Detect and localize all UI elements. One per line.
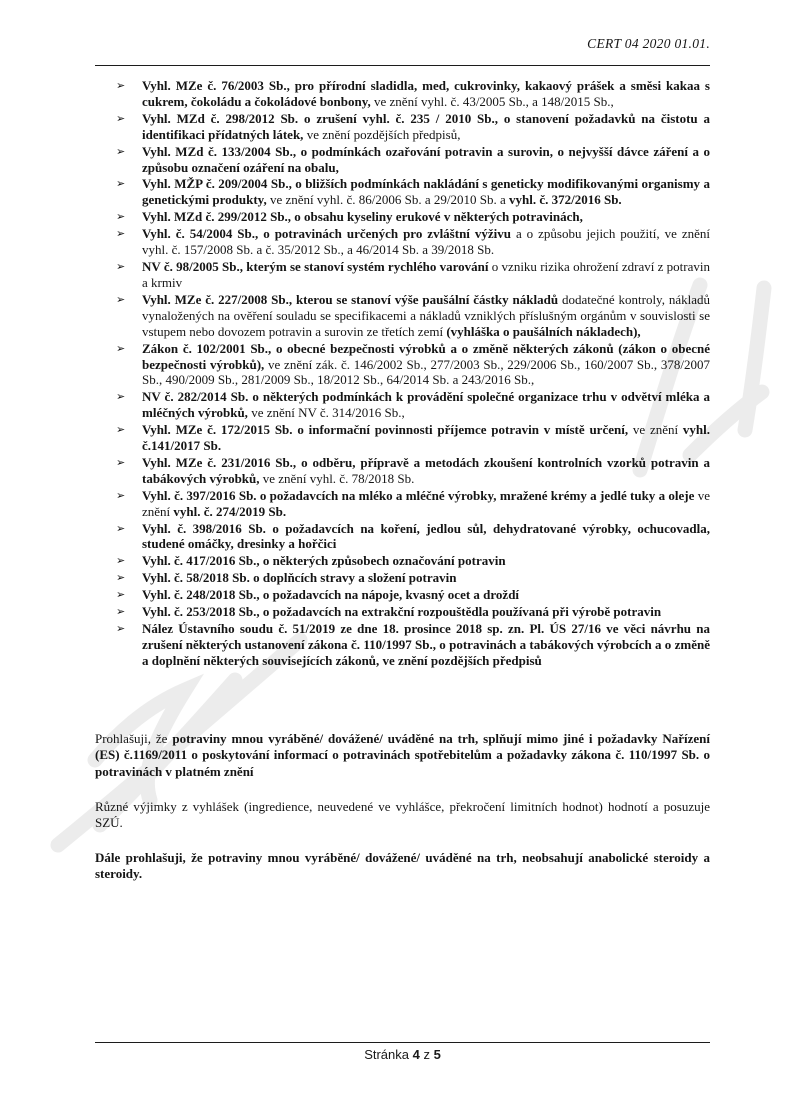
text-segment: Vyhl. MZe č. 231/2016 Sb., o odběru, přípravě a metodách zkoušení kontrolních vzorků potravin a tabákových výrobků, bbox=[142, 454, 710, 486]
page-number bbox=[95, 1047, 710, 1062]
list-item bbox=[116, 111, 710, 143]
arrow-bullet-icon: ➢ bbox=[116, 623, 126, 636]
arrow-bullet-icon: ➢ bbox=[116, 589, 126, 602]
list-item-text bbox=[142, 259, 710, 291]
text-segment: Vyhl. č. 417/2016 Sb., o některých způsobech označování potravin bbox=[142, 553, 506, 569]
declaration-section bbox=[95, 731, 710, 882]
list-item bbox=[116, 259, 710, 291]
text-segment: NV č. 98/2005 Sb., kterým se stanoví systém rychlého varování bbox=[142, 259, 492, 275]
arrow-bullet-icon: ➢ bbox=[116, 391, 126, 404]
list-item bbox=[116, 553, 710, 569]
list-item bbox=[116, 209, 710, 225]
list-item-text bbox=[142, 144, 710, 176]
text-segment: Vyhl. č. 253/2018 Sb., o požadavcích na extrakční rozpouštědla používaná při výrobě potravin bbox=[142, 604, 662, 620]
list-item bbox=[116, 521, 710, 553]
text-segment: 4 bbox=[412, 1047, 420, 1062]
declaration-paragraph bbox=[95, 731, 710, 780]
text-segment: Vyhl. č. 248/2018 Sb., o požadavcích na nápoje, kvasný ocet a droždí bbox=[142, 587, 520, 603]
text-segment: Různé výjimky z vyhlášek (ingredience, neuvedené ve vyhlášce, překročení limitních hodnot) hodnotí a posuzuje SZÚ. bbox=[95, 798, 710, 830]
text-segment: Vyhl. MZd č. 299/2012 Sb., o obsahu kyseliny erukové v některých potravinách, bbox=[142, 209, 583, 225]
footer-rule bbox=[95, 1042, 710, 1043]
list-item bbox=[116, 587, 710, 603]
text-segment: Vyhl. č. 54/2004 Sb., o potravinách určených pro zvláštní výživu bbox=[142, 226, 516, 242]
list-item-text bbox=[142, 341, 710, 389]
text-segment: ve znění vyhl. č. 86/2006 Sb. a 29/2010 Sb. a bbox=[269, 192, 509, 208]
text-segment: vyhl. č.141/2017 Sb. bbox=[142, 422, 711, 454]
text-segment: ve znění bbox=[142, 487, 710, 519]
text-segment: ve znění NV č. 314/2016 Sb., bbox=[251, 405, 405, 421]
header-doc-code: CERT 04 2020 01.01. bbox=[587, 36, 710, 51]
list-item bbox=[116, 570, 710, 586]
list-item-text bbox=[142, 209, 710, 225]
list-item-text bbox=[142, 621, 710, 669]
arrow-bullet-icon: ➢ bbox=[116, 211, 126, 224]
text-segment: potraviny mnou vyráběné/ dovážené/ uváděné na trh, splňují mimo jiné i požadavky Nařízení (ES) č.1169/2011 o poskytování informací o potravinách spotřebitelům a požadavky zákona č. 110/1997 Sb. o potravinách v platném znění bbox=[95, 731, 711, 779]
list-item bbox=[116, 621, 710, 669]
text-segment: Stránka bbox=[364, 1047, 413, 1062]
text-segment: Vyhl. MZd č. 298/2012 Sb. o zrušení vyhl. č. 235 / 2010 Sb., o stanovení požadavků na čistotu a identifikaci přídatných látek, bbox=[142, 110, 710, 142]
text-segment: Vyhl. č. 398/2016 Sb. o požadavcích na koření, jedlou sůl, dehydratované výrobky, ochucovadla, studené omáčky, dresinky a hořčici bbox=[142, 520, 710, 552]
text-segment: Vyhl. MŽP č. 209/2004 Sb., o bližších podmínkách nakládání s geneticky modifikovanými organismy a genetickými produkty, bbox=[142, 176, 710, 208]
text-segment: Vyhl. č. 58/2018 Sb. o doplňcích stravy a složení potravin bbox=[142, 570, 457, 586]
list-item-text bbox=[142, 488, 710, 520]
text-segment: ve znění zák. č. 146/2002 Sb., 277/2003 Sb., 229/2006 Sb., 160/2007 Sb., 378/2007 Sb., 490/2009 Sb., 281/2009 Sb., 18/2012 Sb., 64/2014 Sb. a 243/2016 Sb., bbox=[142, 356, 711, 388]
text-segment: dodatečné kontroly, nákladů vynaložených na ověření souladu se specifikacemi a nákladů vzniklých příslušným orgánům v souvislosti se vstupem nebo dovozem potravin a surovin ze třetích zemí bbox=[142, 291, 710, 339]
list-item-text bbox=[142, 389, 710, 421]
list-item bbox=[116, 488, 710, 520]
list-item-text bbox=[142, 78, 710, 110]
list-item bbox=[116, 176, 710, 208]
text-segment: vyhl. č. 274/2019 Sb. bbox=[173, 503, 287, 519]
text-segment: 5 bbox=[433, 1047, 441, 1062]
declaration-paragraph bbox=[95, 850, 710, 882]
list-item-text bbox=[142, 111, 710, 143]
list-item bbox=[116, 422, 710, 454]
arrow-bullet-icon: ➢ bbox=[116, 522, 126, 535]
text-segment: Dále prohlašuji, že potraviny mnou vyráběné/ dovážené/ uváděné na trh, neobsahují anabolické steroidy a steroidy. bbox=[95, 850, 710, 882]
text-segment: Vyhl. MZe č. 172/2015 Sb. o informační povinnosti příjemce potravin v místě určení, bbox=[142, 422, 633, 438]
text-segment: ve znění vyhl. č. 43/2005 Sb., a 148/2015 Sb., bbox=[374, 93, 614, 109]
text-segment: Vyhl. MZe č. 76/2003 Sb., pro přírodní sladidla, med, cukrovinky, kakaový prášek a směsi kakaa s cukrem, čokoládu a čokoládové bonbony, bbox=[142, 78, 710, 109]
top-rule bbox=[95, 65, 710, 66]
arrow-bullet-icon: ➢ bbox=[116, 424, 126, 437]
text-segment: ve znění bbox=[632, 422, 683, 438]
arrow-bullet-icon: ➢ bbox=[116, 261, 126, 274]
text-segment: Vyhl. č. 397/2016 Sb. o požadavcích na mléko a mléčné výrobky, mražené krémy a jedlé tuky a oleje bbox=[142, 487, 698, 503]
text-segment: Nález Ústavního soudu č. 51/2019 ze dne 18. prosince 2018 sp. zn. Pl. ÚS 27/16 ve věci návrhu na zrušení některých ustanovení zákona č. 110/1997 Sb., o potravinách a tabákových výrobcích a o změně a doplnění některých souvisejících zákonů, ve znění pozdějších předpisů bbox=[142, 621, 710, 669]
arrow-bullet-icon: ➢ bbox=[116, 112, 126, 125]
regulation-list bbox=[116, 78, 710, 669]
text-segment: Prohlašuji, že bbox=[95, 731, 173, 747]
arrow-bullet-icon: ➢ bbox=[116, 606, 126, 619]
arrow-bullet-icon: ➢ bbox=[116, 178, 126, 191]
list-item-text bbox=[142, 570, 710, 586]
list-item-text bbox=[142, 521, 710, 553]
list-item-text bbox=[142, 455, 710, 487]
arrow-bullet-icon: ➢ bbox=[116, 555, 126, 568]
text-segment: Zákon č. 102/2001 Sb., o obecné bezpečnosti výrobků a o změně některých zákonů (zákon o obecné bezpečnosti výrobků), bbox=[142, 340, 710, 372]
text-segment: NV č. 282/2014 Sb. o některých podmínkách k provádění společné organizace trhu v odvětví mléka a mléčných výrobků, bbox=[142, 389, 710, 421]
list-item-text bbox=[142, 226, 710, 258]
list-item-text bbox=[142, 176, 710, 208]
arrow-bullet-icon: ➢ bbox=[116, 80, 126, 92]
list-item bbox=[116, 226, 710, 258]
text-segment: (vyhláška o paušálních nákladech), bbox=[446, 323, 641, 339]
text-segment: ve znění pozdějších předpisů, bbox=[306, 126, 461, 142]
list-item-text bbox=[142, 604, 710, 620]
page-footer bbox=[95, 1042, 710, 1062]
list-item bbox=[116, 78, 710, 110]
list-item bbox=[116, 341, 710, 389]
text-segment: ve znění vyhl. č. 78/2018 Sb. bbox=[262, 470, 415, 486]
arrow-bullet-icon: ➢ bbox=[116, 456, 126, 469]
arrow-bullet-icon: ➢ bbox=[116, 572, 126, 585]
list-item bbox=[116, 604, 710, 620]
text-segment: Vyhl. MZd č. 133/2004 Sb., o podmínkách ozařování potravin a surovin, o nejvyšší dávce záření a o způsobu označení ozáření na obalu, bbox=[142, 143, 710, 175]
arrow-bullet-icon: ➢ bbox=[116, 293, 126, 306]
arrow-bullet-icon: ➢ bbox=[116, 145, 126, 158]
text-segment: z bbox=[419, 1047, 434, 1062]
text-segment: vyhl. č. 372/2016 Sb. bbox=[509, 192, 622, 208]
list-item bbox=[116, 455, 710, 487]
declaration-paragraph bbox=[95, 799, 710, 831]
list-item-text bbox=[142, 292, 710, 340]
arrow-bullet-icon: ➢ bbox=[116, 228, 126, 241]
arrow-bullet-icon: ➢ bbox=[116, 489, 126, 502]
list-item-text bbox=[142, 422, 710, 454]
list-item bbox=[116, 389, 710, 421]
list-item bbox=[116, 144, 710, 176]
arrow-bullet-icon: ➢ bbox=[116, 342, 126, 355]
text-segment: Vyhl. MZe č. 227/2008 Sb., kterou se stanoví výše paušální částky nákladů bbox=[142, 291, 562, 307]
list-item-text bbox=[142, 553, 710, 569]
list-item-text bbox=[142, 587, 710, 603]
text-segment: a o způsobu jejich použití, ve znění vyhl. č. 157/2008 Sb. a č. 35/2012 Sb., a 46/2014 Sb. a 39/2018 Sb. bbox=[142, 226, 710, 258]
text-segment: o vzniku rizika ohrožení zdraví z potravin a krmiv bbox=[142, 259, 710, 290]
list-item bbox=[116, 292, 710, 340]
